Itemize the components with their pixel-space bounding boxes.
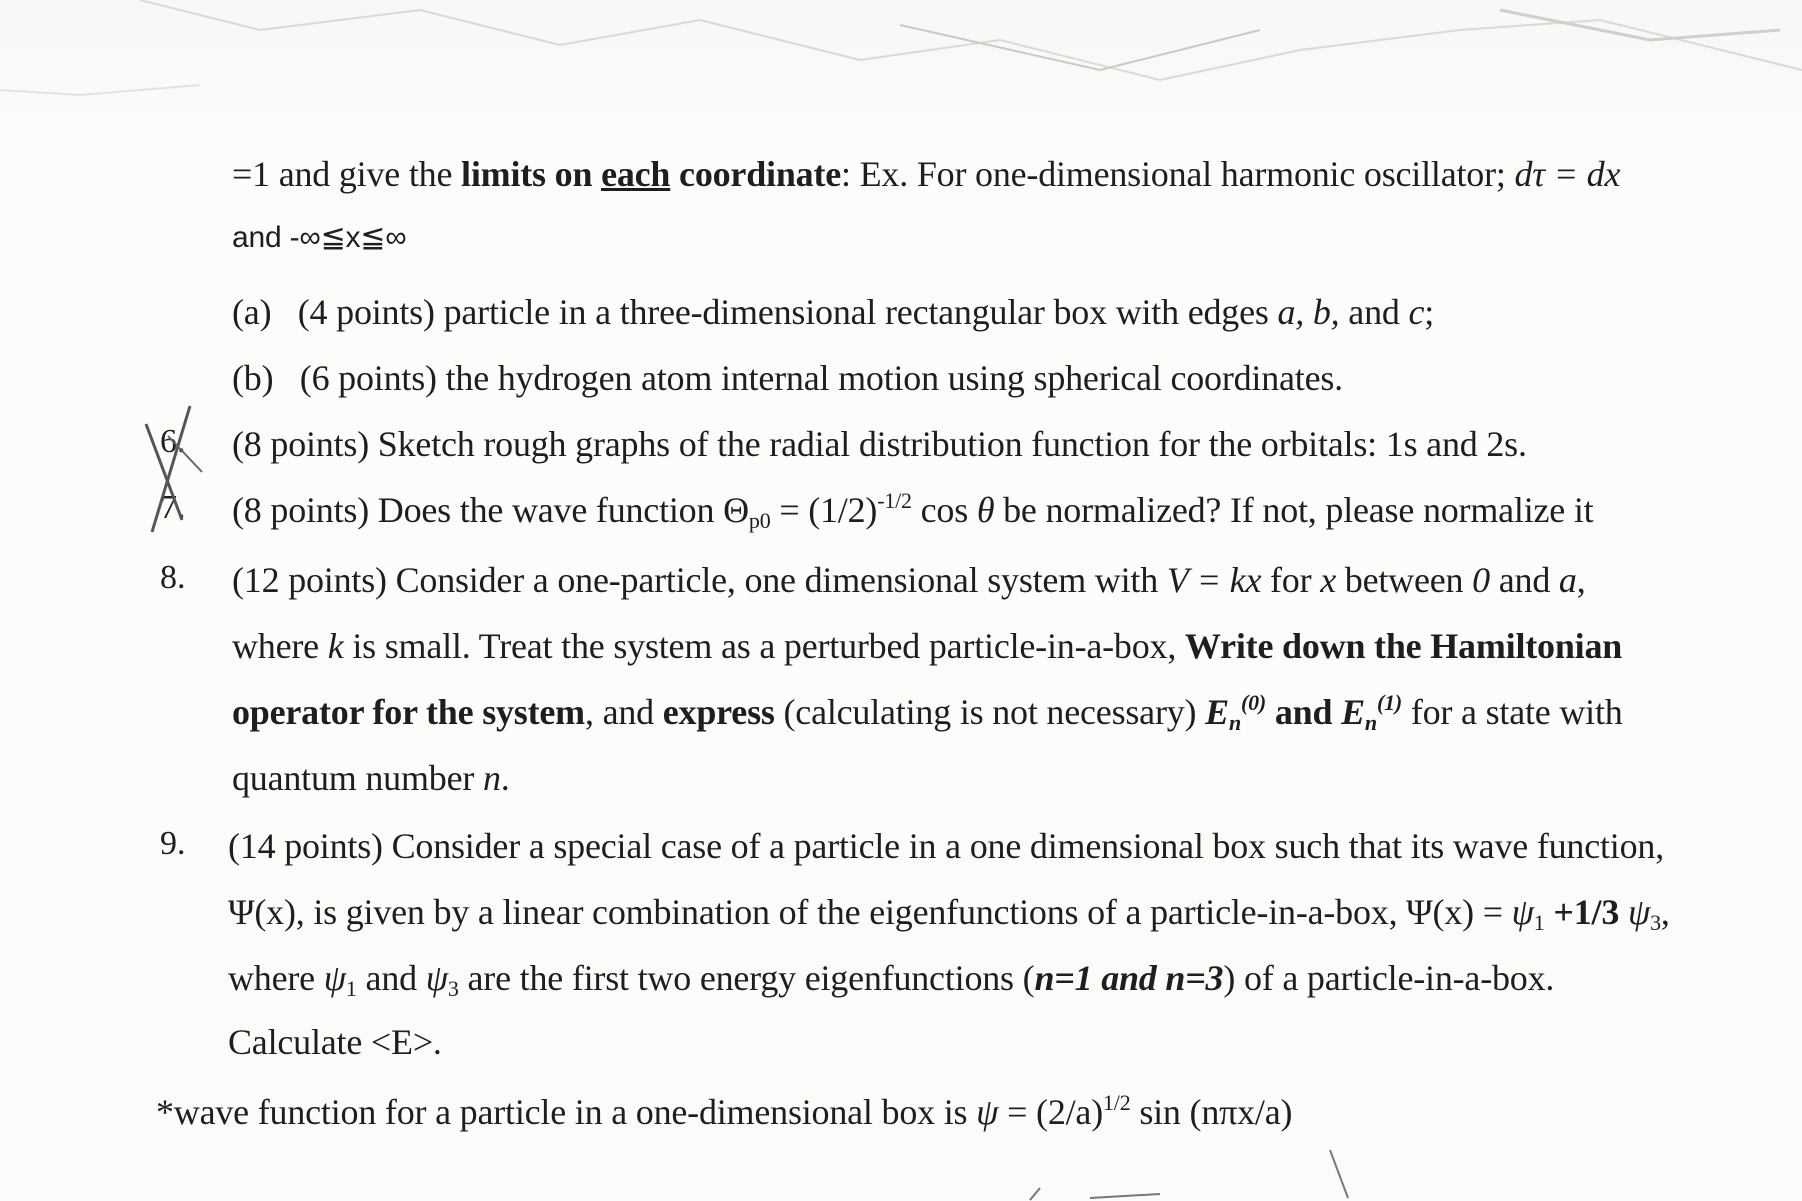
q8-e0-sup: (0) xyxy=(1241,690,1267,715)
q9-l3-psi1-sub: 1 xyxy=(345,976,357,1001)
q8-l3-b: (calculating is not necessary) xyxy=(774,692,1206,732)
part-b-label: (b) xyxy=(232,358,274,398)
q9-l2-c: , xyxy=(1660,892,1670,932)
q8-l1-e: , xyxy=(1576,560,1586,600)
intro-dtau: dτ = dx xyxy=(1514,154,1621,194)
q9-l3-psi3-sub: 3 xyxy=(447,976,459,1001)
q7-number: 7. xyxy=(160,489,186,526)
q8-l3-express: express xyxy=(662,692,775,732)
intro-rest: : Ex. For one-dimensional harmonic oscillator; xyxy=(841,154,1515,194)
q9-coefficient: +1/3 xyxy=(1544,892,1628,932)
q9-line-4: Calculate <E>. xyxy=(228,1022,442,1062)
q8-potential: V = kx xyxy=(1166,560,1262,600)
q9-line-1: (14 points) Consider a special case of a particle in a one dimensional box such that its wave function, xyxy=(228,826,1664,866)
q9-psi1: ψ xyxy=(1511,892,1534,932)
q9-quantum-numbers: n=1 and n=3 xyxy=(1034,958,1224,998)
footnote-text: *wave function for a particle in a one-dimensional box is xyxy=(156,1092,977,1132)
q7-exp: -1/2 xyxy=(877,488,912,513)
part-a-label: (a) xyxy=(232,292,272,332)
q8-l1-a: (12 points) Consider a one-particle, one dimensional system with xyxy=(232,560,1167,600)
q9-l2-a: Ψ(x), is given by a linear combination of the eigenfunctions of a particle-in-a-box, Ψ(x) = xyxy=(228,892,1512,932)
q8-line-1 xyxy=(232,558,1586,602)
part-a-points: (4 points) xyxy=(297,292,435,332)
q8-e0: E xyxy=(1205,692,1229,732)
q8-e1-sup: (1) xyxy=(1376,690,1403,715)
q9-line-2 xyxy=(228,890,1670,934)
q8-l4-a: quantum number xyxy=(232,758,483,798)
q6-number: 6. xyxy=(160,423,186,460)
intro-line-1 xyxy=(232,152,1620,196)
part-b-points: (6 points) xyxy=(299,358,437,398)
intro-text: =1 and give the xyxy=(232,154,462,194)
part-a-vars: a, b, xyxy=(1277,292,1340,332)
q8-l3-a: , and xyxy=(584,692,663,732)
intro-underline: each xyxy=(601,154,671,194)
q8-line-2 xyxy=(232,624,1622,668)
q8-e1-sub: n xyxy=(1364,710,1377,735)
q8-line-3 xyxy=(232,690,1623,734)
q8-var-n: n xyxy=(482,758,501,798)
q9-l3-d: ) of a particle-in-a-box. xyxy=(1223,958,1555,998)
q8-var-x: x xyxy=(1320,560,1336,600)
q8-number: 8. xyxy=(160,559,186,596)
q7-text-a: (8 points) Does the wave function xyxy=(232,490,724,530)
q8-var-k: k xyxy=(327,626,344,666)
q9-number: 9. xyxy=(160,825,186,862)
q7-theta-2: θ xyxy=(976,490,995,530)
q9-psi1-sub: 1 xyxy=(1533,910,1545,935)
intro-line-2 xyxy=(232,216,406,260)
q8-e0-sub: n xyxy=(1228,710,1241,735)
q9-line-3 xyxy=(228,956,1554,1000)
part-b-text: the hydrogen atom internal motion using spherical coordinates. xyxy=(445,358,1343,398)
q8-var-a: a xyxy=(1558,560,1577,600)
footnote-psi: ψ xyxy=(976,1092,999,1132)
q8-l4-b: . xyxy=(500,758,510,798)
q7-text-d: be normalized? If not, please normalize it xyxy=(994,490,1594,530)
q8-l3-bold: operator for the system xyxy=(232,692,585,732)
q8-l1-c: between xyxy=(1335,560,1473,600)
q9-psi3-sub: 3 xyxy=(1650,910,1661,935)
part-a-text: particle in a three-dimensional rectangular box with edges xyxy=(443,292,1278,332)
q8-e1: E xyxy=(1341,692,1365,732)
q8-l2-bold: Write down the Hamiltonian xyxy=(1184,626,1623,666)
intro-bold: limits on xyxy=(461,154,602,194)
part-a-tail: and xyxy=(1339,292,1409,332)
q7-sub: p0 xyxy=(748,508,771,533)
intro-limits: and -∞≦x≦∞ xyxy=(232,221,407,254)
q9-l3-c: are the first two energy eigenfunctions ( xyxy=(458,958,1035,998)
q9-l3-psi1: ψ xyxy=(323,958,346,998)
q8-line-4 xyxy=(232,756,510,800)
footnote-c: sin (nπx/a) xyxy=(1130,1092,1293,1132)
q9-psi3: ψ xyxy=(1627,892,1651,932)
part-a-var-c: c xyxy=(1408,292,1425,332)
q8-zero: 0 xyxy=(1472,560,1490,600)
q8-l3-c: for a state with xyxy=(1402,692,1623,732)
q8-l2-b: is small. Treat the system as a perturbed particle-in-a-box, xyxy=(343,626,1185,666)
part-a-end: ; xyxy=(1424,292,1435,332)
q8-l1-d: and xyxy=(1489,560,1559,600)
q9-l3-psi3: ψ xyxy=(425,958,448,998)
q9-l3-b: and xyxy=(356,958,426,998)
part-b xyxy=(232,356,1343,400)
bottom-pencil-marks xyxy=(1000,1140,1400,1201)
q7-text xyxy=(232,488,1593,532)
intro-bold-2: coordinate xyxy=(670,154,842,194)
q8-l2-a: where xyxy=(232,626,328,666)
q8-l1-b: for xyxy=(1261,560,1321,600)
q7-theta: Θ xyxy=(723,490,749,530)
q7-text-c: cos xyxy=(911,490,977,530)
q8-and: and xyxy=(1266,692,1342,732)
part-a xyxy=(232,290,1434,334)
q7-text-b: = (1/2) xyxy=(770,490,878,530)
q6-text: (8 points) Sketch rough graphs of the radial distribution function for the orbitals: 1s and 2s. xyxy=(232,424,1527,464)
footnote-b: = (2/a) xyxy=(998,1092,1103,1132)
q9-l3-a: where xyxy=(228,958,324,998)
footnote-exp: 1/2 xyxy=(1103,1090,1131,1115)
handwritten-cross-mark xyxy=(138,400,208,540)
footnote xyxy=(156,1090,1292,1134)
